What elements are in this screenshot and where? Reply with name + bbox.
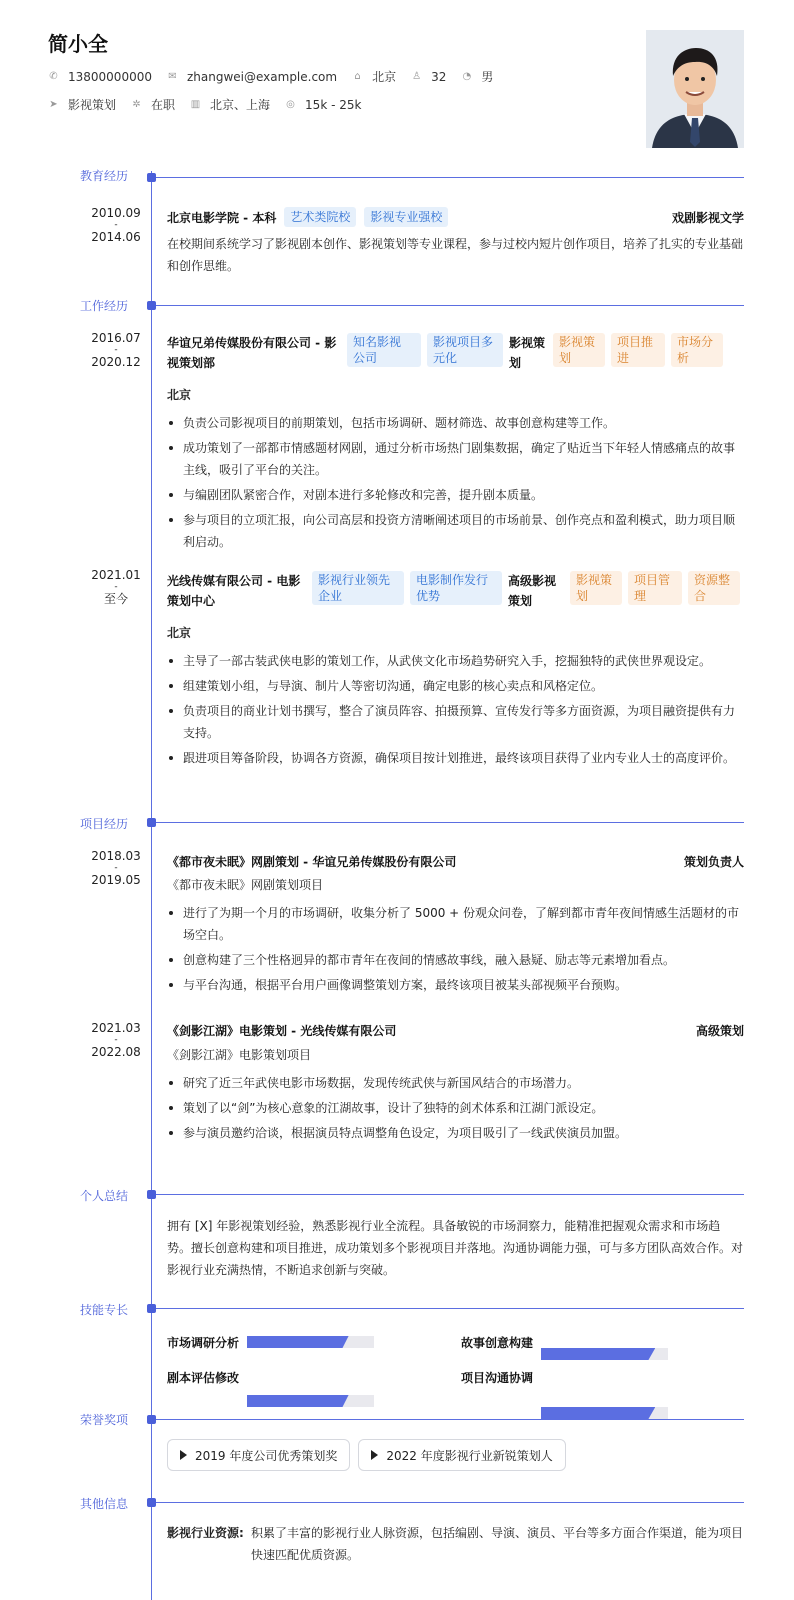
section-title-skills: 技能专长 [80, 1303, 129, 1317]
section-marker [147, 1304, 156, 1313]
skill-tag: 项目推 进 [611, 333, 665, 367]
project-role: 策划负责人 [683, 855, 744, 869]
project-date: 2018.03 - 2019.05 [91, 849, 141, 887]
list-item: 负责项目的商业计划书撰写，整合了演员阵容、拍摄预算、宣传发行等多方面资源，为项目融资提供有力支持。 [167, 700, 744, 744]
skill-tag: 项目管 理 [628, 571, 682, 605]
skill-bar [247, 1395, 374, 1407]
section-divider [156, 177, 744, 178]
age-icon: ♙ [412, 71, 422, 82]
skill-bar-fill [247, 1395, 349, 1407]
skill-bar-fill [541, 1407, 655, 1419]
work-header [167, 333, 744, 373]
project-title: 《剑影江湖》电影策划 - 光线传媒有限公司 [167, 1024, 397, 1038]
education-header [167, 207, 744, 227]
mail-icon: ✉ [168, 71, 177, 82]
skill-name: 项目沟通协调 [461, 1371, 534, 1385]
work-date: 2016.07 - 2020.12 [91, 331, 141, 369]
project-subtitle: 《剑影江湖》电影策划项目 [167, 1048, 312, 1062]
skill-bar [541, 1407, 668, 1419]
other-desc: 积累了丰富的影视行业人脉资源，包括编剧、导演、演员、平台等多方面合作渠道，能为项目 快速匹配优质资源。 [251, 1526, 744, 1562]
section-marker [147, 1190, 156, 1199]
work-bullets [167, 650, 744, 772]
section-marker [147, 1498, 156, 1507]
award-item[interactable]: 2022 年度影视行业新锐策划人 [358, 1439, 565, 1471]
list-item: 主导了一部古装武侠电影的策划工作，从武侠文化市场趋势研究入手，挖掘独特的武侠世界观设定。 [167, 650, 744, 672]
candidate-name: 简小全 [48, 32, 108, 56]
project-bullets [167, 902, 744, 999]
skill-name: 剧本评估修改 [167, 1371, 240, 1385]
section-title-awards: 荣誉奖项 [80, 1413, 129, 1427]
avatar [646, 30, 744, 148]
major: 戏剧影视文学 [671, 210, 744, 225]
caret-right-icon [371, 1450, 378, 1460]
section-title-summary: 个人总结 [80, 1189, 129, 1203]
company-name: 光线传媒有限公司 - 电影 策划中心 [167, 574, 301, 608]
education-desc: 在校期间系统学习了影视剧本创作、影视策划等专业课程，参与过校内短片创作项目，培养了扎实的专业基础和创作思维。 [167, 237, 744, 273]
work-date: 2021.01 - 至今 [91, 568, 141, 606]
section-title-projects: 项目经历 [80, 817, 129, 831]
project-date: 2021.03 - 2022.08 [91, 1021, 141, 1059]
other-label: 影视行业资源: [167, 1526, 244, 1540]
list-item: 跟进项目筹备阶段，协调各方资源，确保项目按计划推进，最终该项目获得了业内专业人士的高度评价。 [167, 747, 744, 769]
award-item[interactable]: 2019 年度公司优秀策划奖 [167, 1439, 350, 1471]
gender: 男 [481, 70, 494, 84]
send-icon: ➤ [49, 99, 58, 110]
skill-tag: 影视策 划 [553, 333, 605, 367]
section-divider [156, 1502, 744, 1503]
salary: 15k - 25k [305, 97, 362, 112]
list-item: 与编剧团队紧密合作，对剧本进行多轮修改和完善，提升剧本质量。 [167, 484, 744, 506]
skill-name: 故事创意构建 [461, 1336, 534, 1350]
work-location: 北京 [167, 388, 192, 402]
work-bullets [167, 412, 744, 556]
company-tag: 电影制作发行 优势 [410, 571, 502, 605]
building-icon: ▥ [190, 99, 201, 110]
section-title-education: 教育经历 [80, 169, 129, 183]
summary-text: 拥有 [X] 年影视策划经验，熟悉影视行业全流程。具备敏锐的市场洞察力，能精准把握观众需求和市场趋势。擅长创意构建和项目推进，成功策划多个影视项目并落地。沟通协调能力强，可与多方团队高效合作。对影视行业充满热情，不断追求创新与突破。 [167, 1219, 744, 1277]
award-list [167, 1439, 566, 1471]
section-title-other: 其他信息 [80, 1497, 129, 1511]
skill-name: 市场调研分析 [167, 1336, 240, 1350]
company-tag: 影视项目多 元化 [427, 333, 503, 367]
gear-icon: ✲ [132, 99, 141, 110]
section-divider [156, 822, 744, 823]
job-status: 在职 [151, 98, 176, 112]
skill-bar [541, 1348, 668, 1360]
project-header [167, 1022, 744, 1039]
job-title: 高级影视 策划 [508, 574, 557, 608]
project-subtitle: 《都市夜未眠》网剧策划项目 [167, 878, 324, 892]
job-intent: 影视策划 [68, 98, 117, 112]
section-marker [147, 173, 156, 182]
contact-row [48, 68, 508, 85]
section-marker [147, 1415, 156, 1424]
skill-bar-fill [541, 1348, 655, 1360]
company-name: 华谊兄弟传媒股份有限公司 - 影 视策划部 [167, 336, 337, 370]
skill-bar-fill [247, 1336, 349, 1348]
list-item: 参与项目的立项汇报，向公司高层和投资方清晰阐述项目的市场前景、创作亮点和盈利模式，助力项目顺利启动。 [167, 509, 744, 553]
company-tag: 知名影视 公司 [347, 333, 421, 367]
age: 32 [431, 69, 447, 84]
list-item: 参与演员邀约洽谈，根据演员特点调整角色设定，为项目吸引了一线武侠演员加盟。 [167, 1122, 744, 1144]
school-name: 北京电影学院 - 本科 [167, 210, 277, 225]
project-bullets [167, 1072, 744, 1147]
education-tag: 影视专业强校 [364, 207, 448, 227]
phone: 13800000000 [68, 69, 152, 84]
section-divider [156, 1308, 744, 1309]
list-item: 与平台沟通，根据平台用户画像调整策划方案，最终该项目被某头部视频平台预购。 [167, 974, 744, 996]
skill-tag: 市场分 析 [671, 333, 723, 367]
section-divider [156, 1419, 744, 1420]
caret-right-icon [180, 1450, 187, 1460]
city: 北京 [372, 70, 397, 84]
section-marker [147, 818, 156, 827]
list-item: 研究了近三年武侠电影市场数据，发现传统武侠与新国风结合的市场潜力。 [167, 1072, 744, 1094]
work-header [167, 571, 744, 611]
email: zhangwei@example.com [186, 69, 338, 84]
list-item: 策划了以“剑”为核心意象的江湖故事，设计了独特的剑术体系和江湖门派设定。 [167, 1097, 744, 1119]
work-location: 北京 [167, 626, 192, 640]
education-tag: 艺术类院校 [284, 207, 356, 227]
gender-icon: ◔ [462, 71, 472, 82]
section-marker [147, 301, 156, 310]
list-item: 成功策划了一部都市情感题材网剧，通过分析市场热门剧集数据，确定了贴近当下年轻人情感痛点的故事主线，吸引了平台的关注。 [167, 437, 744, 481]
phone-icon: ✆ [49, 71, 58, 82]
skill-tag: 资源整 合 [688, 571, 740, 605]
list-item: 进行了为期一个月的市场调研，收集分析了 5000 + 份观众问卷，了解到都市青年夜间情感生活题材的市场空白。 [167, 902, 744, 946]
section-divider [156, 305, 744, 306]
skill-tag: 影视策 划 [570, 571, 622, 605]
list-item: 组建策划小组，与导演、制片人等密切沟通，确定电影的核心卖点和风格定位。 [167, 675, 744, 697]
project-role: 高级策划 [695, 1024, 744, 1038]
company-tag: 影视行业领先 企业 [312, 571, 404, 605]
home-icon: ⌂ [354, 71, 361, 82]
list-item: 创意构建了三个性格迥异的都市青年在夜间的情感故事线，融入悬疑、励志等元素增加看点。 [167, 949, 744, 971]
list-item: 负责公司影视项目的前期策划，包括市场调研、题材筛选、故事创意构建等工作。 [167, 412, 744, 434]
project-header [167, 853, 744, 870]
section-divider [156, 1194, 744, 1195]
target-city: 北京、上海 [210, 98, 271, 112]
coin-icon: ◎ [286, 99, 295, 110]
skill-bar [247, 1336, 374, 1348]
intent-row [48, 96, 376, 113]
section-title-work: 工作经历 [80, 299, 129, 313]
job-title: 影视策 划 [509, 336, 546, 370]
project-title: 《都市夜未眠》网剧策划 - 华谊兄弟传媒股份有限公司 [167, 855, 457, 869]
education-date: 2010.09 - 2014.06 [91, 206, 141, 244]
